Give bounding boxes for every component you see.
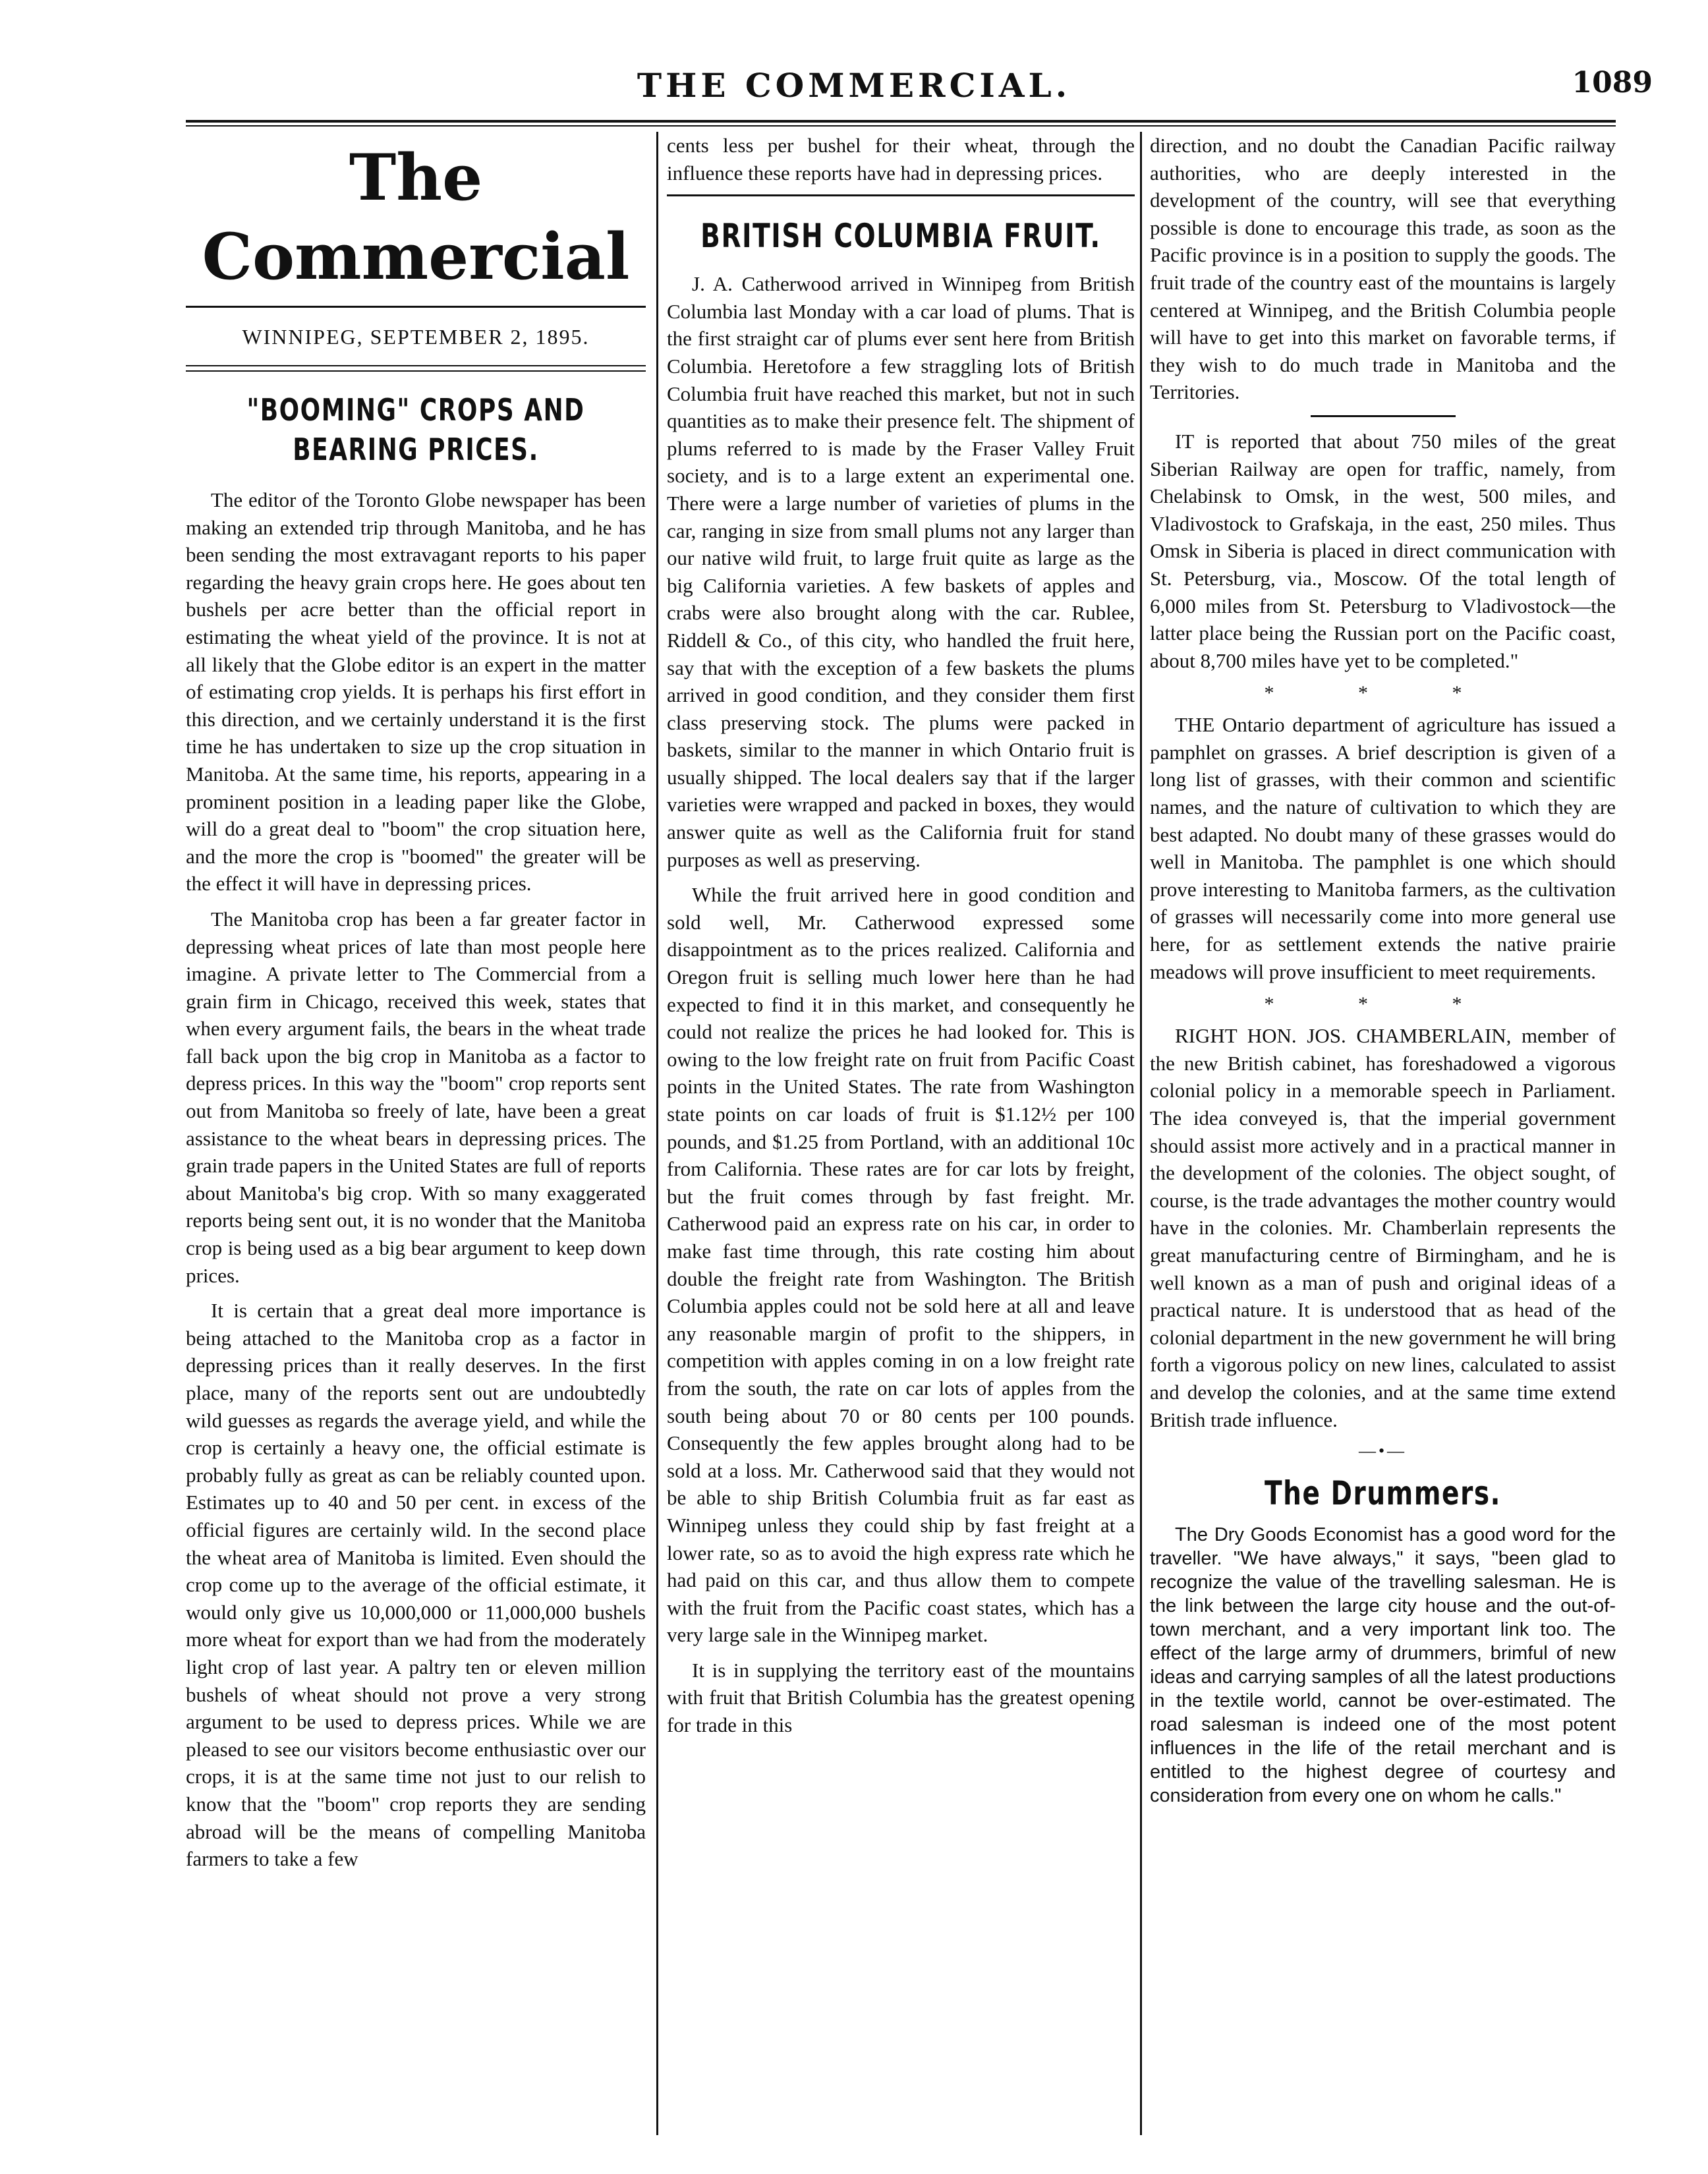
article-paragraph: J. A. Catherwood arrived in Winnipeg from British Columbia last Monday with a car load of plums. That is the first straight car of plums ever sent here from British Columbia. Heretofore a few straggling lots of British Columbia fruit have reached this market, but not in such quantities as to make their presence felt. The shipment of plums referred to is made by the Fraser Valley Fruit society, and is to a large extent an experimental one. There were a large number of varieties of plums in the car, ranging in size from small plums not any larger than our native wild fruit, to large fruit quite as large as the big California varieties. A few baskets of apples and crabs were also brought along with the car. Rublee, Riddell & Co., of this city, who handled the fruit here, say that with the exception of a few baskets the plums arrived in good condition, and they consider them first class preserving stock. The plums were packed in baskets, similar to the manner in which Ontario fruit is usually shipped. The local dealers say that if the larger varieties were wrapped and packed in boxes, they would answer quite as well as the California fruit for stand purposes as well as preserving. <box>667 272 1135 871</box>
page-number: 1089 <box>1572 66 1653 100</box>
column-3 <box>1150 132 1616 1816</box>
article-paragraph: It is certain that a great deal more importance is being attached to the Manitoba crop as a factor in depressing prices than it really deserves. In the first place, many of the reports sent out are undoubtedly wild guesses as regards the average yield, and while the crop is certainly a heavy one, the official estimate is probably fully as great as can be reliably counted upon. Estimates up to 40 and 50 per cent. in excess of the official figures are certainly wild. In the second place the wheat area of Manitoba is limited. Even should the crop come up to the average of the official estimate, it would only give us 10,000,000 or 11,000,000 bushels more wheat for export than we had from the moderately light crop of last year. A paltry ten or eleven million bushels of wheat should not prove a very strong argument to be used to depress prices. While we are pleased to see our visitors become enthusiastic over our crops, it is at the same time not just to our relish to know that the "boom" crop reports they are sending abroad will be the means of compelling Manitoba farmers to take a few <box>186 1299 646 1871</box>
article-paragraph: The Manitoba crop has been a far greater factor in depressing wheat prices of late than most people here imagine. A private letter to The Commercial from a grain firm in Chicago, received this week, states that when every argument fails, the bears in the wheat trade fall back upon the big crop in Manitoba as a factor to depress prices. In this way the "boom" crop reports sent out from Manitoba so freely of late, have been a great assistance to the wheat bears in depressing prices. The grain trade papers in the United States are full of reports about Manitoba's big crop. With so many exaggerated reports being sent out, it is no wonder that the Manitoba crop is being used as a big bear argument to keep down prices. <box>186 907 646 1287</box>
masthead-title: The Commercial <box>202 140 630 294</box>
header-rule <box>186 120 1616 123</box>
headline-bc-fruit: BRITISH COLUMBIA FRUIT. <box>700 217 1101 256</box>
continued-paragraph: direction, and no doubt the Canadian Pacific railway authorities, who are deeply interested in the development of the country, will see that everything possible is done to encourage this trade, as soon as the Pacific province is in a position to supply the goods. The fruit trade of the country east of the mountains is largely centered at Winnipeg, and the British Columbia people will have to get into this market on favorable terms, if they wish to do much trade in Manitoba and the Territories. <box>1150 134 1616 404</box>
column-2 <box>667 132 1135 1747</box>
drummers-item: The Dry Goods Economist has a good word for the traveller. "We have always," it says, "been glad to recognize the value of the travelling salesman. He is the link between the large city house and the out-of-town merchant, and a very important link too. The effect of the large army of drummers, brimful of new ideas and carrying samples of all the latest productions in the textile world, cannot be over-estimated. The road salesman is indeed one of the most potent influences in the life of the retail merchant and is entitled to the highest degree of courtesy and consideration from every one on whom he calls." <box>1150 1524 1616 1807</box>
article-paragraph: It is in supplying the territory east of the mountains with fruit that British Columbia has the greatest opening for trade in this <box>667 1658 1135 1737</box>
running-head <box>0 66 1708 105</box>
headline-drummers: The Drummers. <box>1264 1474 1502 1513</box>
chamberlain-item: RIGHT HON. JOS. CHAMBERLAIN, member of the new British cabinet, has foreshadowed a vigorous colonial policy in a memorable speech in Parliament. The idea conveyed is, that the imperial government should assist more actively and in a practical manner in the development of the colonies. The object sought, of course, is the trade advantages the mother country would have in the colonies. Mr. Chamberlain represents the great manufacturing centre of Birmingham, and he is well known as a man of push and original ideas of a practical nature. It is understood that as head of the colonial department in the new government he will bring forth a vigorous policy on new lines, calculated to assist and develop the colonies, and at the same time extend British trade influence. <box>1150 1024 1616 1431</box>
grasses-item: THE Ontario department of agriculture has issued a pamphlet on grasses. A brief description is given of a long list of grasses, with their common and scientific names, and the nature of cultivation to which they are best adapted. No doubt many of these grasses would do well in Manitoba. The pamphlet is one which should prove interesting to Manitoba farmers, as the cultivation of grasses will necessarily come into more general use here, for as settlement extends the native prairie meadows will prove insufficient to meet requirements. <box>1150 713 1616 983</box>
ornamental-rule: —•— <box>1358 1441 1408 1461</box>
short-rule <box>1311 415 1456 417</box>
dateline-rule <box>186 365 646 366</box>
article-paragraph: The editor of the Toronto Globe newspaper has been making an extended trip through Manitoba, and he has been sending the most extravagant reports to his paper regarding the heavy grain crops here. He goes about ten bushels per acre better than the official report in estimating the wheat yield of the province. It is not at all likely that the Globe editor is an expert in the matter of estimating crop yields. It is perhaps his first effort in this direction, and we certainly understand it is the first time he has undertaken to size up the crop situation in Manitoba. At the same time, his reports, appearing in a prominent position in a leading paper like the Globe, will do a great deal to "boom" the crop situation here, and the more the crop is "boomed" the greater will be the effect it will have in depressing prices. <box>186 488 646 896</box>
masthead-rule <box>186 306 646 308</box>
dateline-rule <box>186 370 646 372</box>
headline-booming-crops: "BOOMING" CROPS AND BEARING PRICES. <box>246 392 585 467</box>
column-1 <box>186 132 646 1881</box>
dateline: WINNIPEG, SEPTEMBER 2, 1895. <box>242 325 590 349</box>
continued-paragraph: cents less per bushel for their wheat, through the influence these reports have had in depressing prices. <box>667 134 1135 185</box>
article-paragraph: While the fruit arrived here in good condition and sold well, Mr. Catherwood expressed some disappointment as to the prices realized. California and Oregon fruit is selling much lower here than he had expected to find it in this market, and consequently he could not realize the prices he had looked for. This is owing to the low freight rate on fruit from Pacific Coast points in the United States. The rate from Washington state points on car loads of fruit is $1.12½ per 100 pounds, and $1.25 from Portland, with an additional 10c from California. These rates are for car lots by freight, but the fruit comes through by fast freight. Mr. Catherwood paid an express rate on his car, in order to make fast time through, this rate costing him about double the freight rate from Washington. The British Columbia apples could not be sold here at all and leave any reasonable margin of profit to the shippers, in competition with apples coming in on a low freight rate from the south, the rate on car lots of apples from the south being about 70 or 80 cents per 100 pounds. Consequently the few apples brought along had to be sold at a loss. Mr. Catherwood said that they would not be able to ship British Columbia fruit as far east as Winnipeg unless they could ship by fast freight at a lower rate, so as to avoid the high express rate which he had paid on this car, and thus allow them to compete with the fruit from the Pacific coast states, which has a very large sale in the Winnipeg market. <box>667 883 1135 1647</box>
stars-separator: * * * <box>1264 993 1502 1015</box>
stars-separator: * * * <box>1264 682 1502 704</box>
section-rule <box>667 194 1135 196</box>
column-divider <box>656 132 658 2135</box>
running-title: THE COMMERCIAL. <box>637 66 1071 105</box>
siberian-railway-item: IT is reported that about 750 miles of the great Siberian Railway are open for traffic, namely, from Chelabinsk to Omsk, in the west, 500 miles, and Vladivostock to Grafskaja, in the east, 250 miles. Thus Omsk in Siberia is placed in direct communication with St. Petersburg, via., Moscow. Of the total length of 6,000 miles from St. Petersburg to Vladivostock—the latter place being the Russian port on the Pacific coast, about 8,700 miles have yet to be completed." <box>1150 429 1616 672</box>
column-divider <box>1140 132 1142 2135</box>
header-rule-thin <box>186 125 1616 127</box>
